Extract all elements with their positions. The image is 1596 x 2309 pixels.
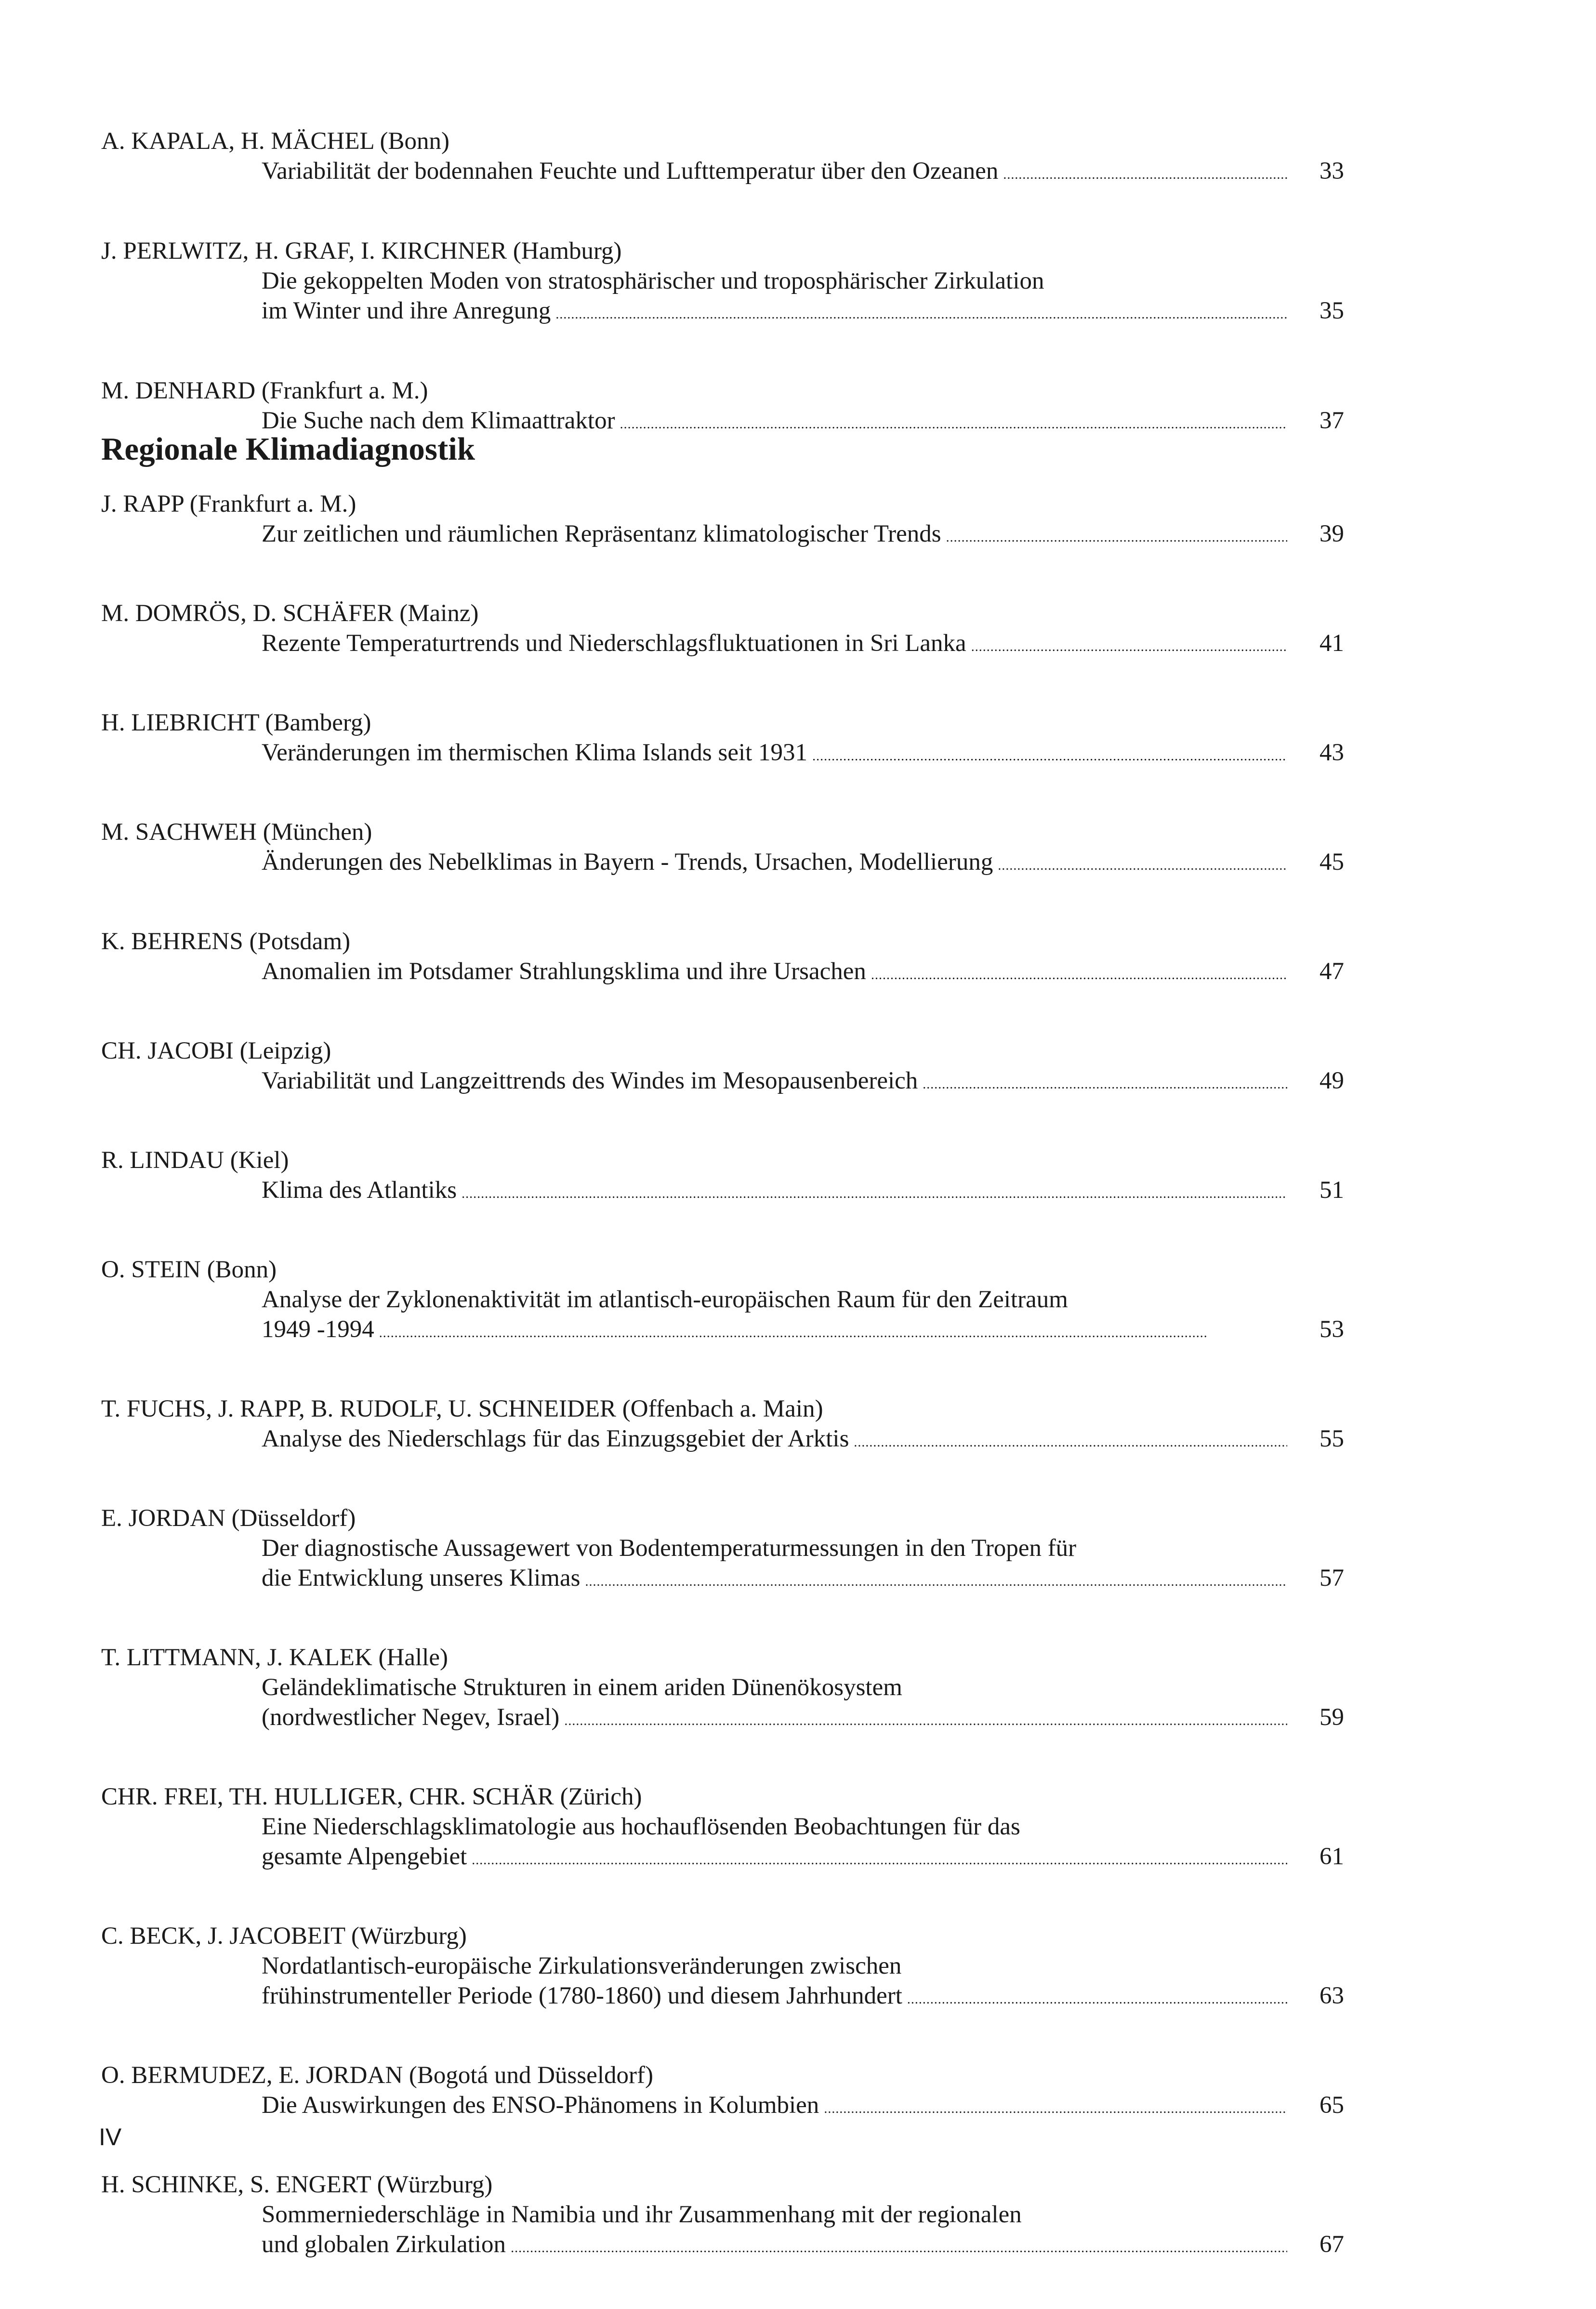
entry-page-number: 63 <box>1319 1982 1344 2009</box>
entry-title-text: Die Suche nach dem Klimaattraktor <box>262 407 615 434</box>
entry-title <box>262 1812 1344 1875</box>
entry-page-number: 45 <box>1319 849 1344 876</box>
dot-leader <box>812 738 1287 771</box>
entry-title-text: Variabilität und Langzeittrends des Windes im Mesopausenbereich <box>262 1067 918 1094</box>
dot-leader <box>998 847 1287 881</box>
entry-title <box>262 738 1344 771</box>
entry-title-line <box>262 1175 1344 1209</box>
toc-entry <box>101 126 1344 190</box>
entry-title-line <box>262 2229 1344 2263</box>
toc-entry <box>101 1921 1344 2015</box>
dot-leader <box>971 628 1287 662</box>
entry-authors: CHR. FREI, TH. HULLIGER, CHR. SCHÄR (Zürich) <box>101 1783 642 1810</box>
entry-title-line <box>262 1563 1344 1597</box>
entry-title-line <box>262 1066 1344 1100</box>
entry-title-text: Rezente Temperaturtrends und Niederschlagsfluktuationen in Sri Lanka <box>262 630 966 657</box>
entry-authors: J. PERLWITZ, H. GRAF, I. KIRCHNER (Hamburg) <box>101 238 622 265</box>
entry-authors: J. RAPP (Frankfurt a. M.) <box>101 491 356 518</box>
entry-page-number: 65 <box>1319 2092 1344 2119</box>
entry-title-text: gesamte Alpengebiet <box>262 1843 467 1870</box>
entry-page-number: 37 <box>1319 407 1344 434</box>
entry-title-text: frühinstrumenteller Periode (1780-1860) und diesem Jahrhundert <box>262 1982 902 2009</box>
dot-leader <box>462 1175 1287 1209</box>
toc-entry <box>101 1782 1344 1875</box>
toc-entry <box>101 708 1344 771</box>
entry-page-number: 55 <box>1319 1425 1344 1452</box>
dot-leader <box>946 519 1287 553</box>
toc-list-regional <box>101 489 1344 2309</box>
toc-entry <box>101 2170 1344 2263</box>
section-heading: Regionale Klimadiagnostik <box>101 431 475 467</box>
entry-title-text: (nordwestlicher Negev, Israel) <box>262 1704 560 1731</box>
entry-title <box>262 628 1344 662</box>
entry-page-number: 59 <box>1319 1704 1344 1731</box>
entry-title-line <box>262 2090 1344 2124</box>
entry-title <box>262 1424 1344 1458</box>
entry-title-line <box>262 1424 1344 1458</box>
entry-title-text: und globalen Zirkulation <box>262 2231 506 2258</box>
dot-leader <box>585 1563 1287 1597</box>
dot-leader <box>1003 156 1287 190</box>
entry-authors: T. LITTMANN, J. KALEK (Halle) <box>101 1644 448 1671</box>
dot-leader <box>824 2090 1287 2124</box>
entry-title-text: Zur zeitlichen und räumlichen Repräsentanz klimatologischer Trends <box>262 520 941 547</box>
dot-leader <box>854 1424 1287 1458</box>
entry-title <box>262 1533 1344 1597</box>
entry-title <box>262 266 1344 330</box>
entry-page-number: 39 <box>1319 520 1344 547</box>
entry-authors: M. DOMRÖS, D. SCHÄFER (Mainz) <box>101 600 479 627</box>
entry-title-line <box>262 1981 1344 2015</box>
entry-page-number: 51 <box>1319 1177 1344 1204</box>
entry-page-number: 67 <box>1319 2231 1344 2258</box>
dot-leader <box>620 406 1287 439</box>
toc-entry <box>101 927 1344 990</box>
dot-leader <box>564 1702 1287 1736</box>
entry-authors: A. KAPALA, H. MÄCHEL (Bonn) <box>101 128 449 155</box>
dot-leader <box>472 1842 1287 1875</box>
entry-page-number: 47 <box>1319 958 1344 985</box>
toc-entry <box>101 2060 1344 2124</box>
entry-authors: T. FUCHS, J. RAPP, B. RUDOLF, U. SCHNEIDER (Offenbach a. Main) <box>101 1395 823 1422</box>
entry-page-number: 61 <box>1319 1843 1344 1870</box>
entry-title <box>262 156 1344 190</box>
entry-title-line <box>262 519 1344 553</box>
entry-title-text: die Entwicklung unseres Klimas <box>262 1565 580 1592</box>
toc-entry <box>101 1643 1344 1736</box>
toc-entry <box>101 817 1344 881</box>
entry-page-number: 41 <box>1319 630 1344 657</box>
toc-entry <box>101 1255 1344 1348</box>
entry-title-line <box>262 738 1344 771</box>
entry-title <box>262 847 1344 881</box>
entry-page-number: 33 <box>1319 158 1344 185</box>
entry-page-number: 49 <box>1319 1067 1344 1094</box>
entry-title-text: Klima des Atlantiks <box>262 1177 457 1204</box>
entry-title-text: Die Auswirkungen des ENSO-Phänomens in Kolumbien <box>262 2092 819 2119</box>
entry-title <box>262 956 1344 990</box>
entry-title-text: Variabilität der bodennahen Feuchte und Lufttemperatur über den Ozeanen <box>262 158 999 185</box>
entry-title-line: Nordatlantisch-europäische Zirkulationsveränderungen zwischen <box>262 1952 902 1979</box>
entry-page-number: 57 <box>1319 1565 1344 1592</box>
entry-title <box>262 1672 1344 1736</box>
entry-page-number: 43 <box>1319 739 1344 766</box>
dot-leader <box>871 956 1287 990</box>
entry-title-text: Anomalien im Potsdamer Strahlungsklima und ihre Ursachen <box>262 958 866 985</box>
entry-authors: O. BERMUDEZ, E. JORDAN (Bogotá und Düsseldorf) <box>101 2062 654 2089</box>
entry-title-line <box>262 847 1344 881</box>
entry-title-text: Analyse des Niederschlags für das Einzugsgebiet der Arktis <box>262 1425 849 1452</box>
dot-leader <box>379 1314 1287 1348</box>
entry-title-line: Geländeklimatische Strukturen in einem ariden Dünenökosystem <box>262 1674 902 1701</box>
toc-entry <box>101 1394 1344 1458</box>
entry-authors: H. LIEBRICHT (Bamberg) <box>101 709 371 736</box>
entry-title-text: 1949 -1994 <box>262 1316 374 1343</box>
entry-title-line: Sommerniederschläge in Namibia und ihr Zusammenhang mit der regionalen <box>262 2201 1022 2228</box>
dot-leader <box>555 296 1287 330</box>
toc-entry <box>101 1036 1344 1100</box>
entry-title-line <box>262 628 1344 662</box>
entry-authors: O. STEIN (Bonn) <box>101 1256 277 1283</box>
entry-title-line <box>262 1702 1344 1736</box>
entry-title-text: Änderungen des Nebelklimas in Bayern - Trends, Ursachen, Modellierung <box>262 849 993 876</box>
entry-title <box>262 1175 1344 1209</box>
toc-entry <box>101 1503 1344 1597</box>
toc-entry <box>101 236 1344 330</box>
entry-title-line: Eine Niederschlagsklimatologie aus hochauflösenden Beobachtungen für das <box>262 1813 1020 1840</box>
entry-title <box>262 1066 1344 1100</box>
entry-authors: R. LINDAU (Kiel) <box>101 1147 289 1174</box>
entry-authors: K. BEHRENS (Potsdam) <box>101 928 351 955</box>
entry-authors: M. DENHARD (Frankfurt a. M.) <box>101 377 428 404</box>
entry-authors: C. BECK, J. JACOBEIT (Würzburg) <box>101 1923 467 1950</box>
entry-title-text: im Winter und ihre Anregung <box>262 297 551 324</box>
entry-authors: M. SACHWEH (München) <box>101 819 372 846</box>
entry-title-line: Die gekoppelten Moden von stratosphärischer und troposphärischer Zirkulation <box>262 267 1044 294</box>
toc-entry <box>101 1145 1344 1209</box>
toc-entry <box>101 598 1344 662</box>
entry-title-line <box>262 296 1344 330</box>
entry-title-line <box>262 956 1344 990</box>
entry-title <box>262 1951 1344 2015</box>
entry-title <box>262 519 1344 553</box>
dot-leader <box>511 2229 1287 2263</box>
entry-title-text: Veränderungen im thermischen Klima Islands seit 1931 <box>262 739 808 766</box>
dot-leader <box>923 1066 1287 1100</box>
toc-entry <box>101 489 1344 553</box>
entry-page-number: 53 <box>1319 1316 1344 1343</box>
entry-authors: CH. JACOBI (Leipzig) <box>101 1037 331 1064</box>
entry-title <box>262 2090 1344 2124</box>
entry-authors: H. SCHINKE, S. ENGERT (Würzburg) <box>101 2171 493 2198</box>
entry-title <box>262 2200 1344 2263</box>
entry-title-line: Der diagnostische Aussagewert von Bodentemperaturmessungen in den Tropen für <box>262 1535 1077 1562</box>
entry-page-number: 35 <box>1319 297 1344 324</box>
entry-title-line <box>262 156 1344 190</box>
entry-title-line <box>262 1314 1344 1348</box>
entry-title-line <box>262 1842 1344 1875</box>
page-folio: IV <box>99 2123 122 2150</box>
dot-leader <box>907 1981 1287 2015</box>
entry-authors: E. JORDAN (Düsseldorf) <box>101 1505 356 1532</box>
entry-title <box>262 1285 1344 1348</box>
entry-title-line: Analyse der Zyklonenaktivität im atlantisch-europäischen Raum für den Zeitraum <box>262 1286 1068 1313</box>
